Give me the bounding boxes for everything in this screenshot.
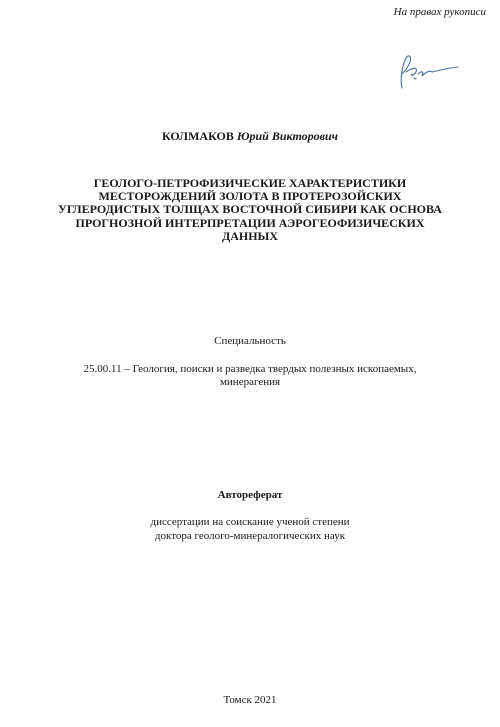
abstract-description [0, 516, 500, 543]
title-line: МЕСТОРОЖДЕНИЙ ЗОЛОТА В ПРОТЕРОЗОЙСКИХ [98, 189, 402, 204]
specialty-text [30, 363, 470, 389]
place-year: Томск 2021 [223, 694, 277, 706]
specialty-line: минерагения [219, 376, 281, 388]
author-given-names: Юрий Викторович [236, 129, 338, 143]
rights-note: На правах рукописи [393, 6, 486, 18]
abstract-line: диссертации на соискание ученой степени [150, 516, 350, 528]
dissertation-title [30, 177, 470, 243]
title-line: ПРОГНОЗНОЙ ИНТЕРПРЕТАЦИИ АЭРОГЕОФИЗИЧЕСКИХ [75, 215, 425, 230]
author-signature [392, 52, 462, 92]
abstract-line: доктора геолого-минералогических наук [154, 529, 346, 542]
abstract-label: Автореферат [217, 489, 283, 501]
title-line: ДАННЫХ [221, 228, 279, 243]
title-line: УГЛЕРОДИСТЫХ ТОЛЩАХ ВОСТОЧНОЙ СИБИРИ КАК ОСНОВА [58, 202, 442, 217]
specialty-line: 25.00.11 – Геология, поиски и разведка твердых полезных ископаемых, [83, 363, 417, 375]
author-surname: КОЛМАКОВ [162, 129, 234, 143]
author-name [0, 129, 500, 144]
title-line: ГЕОЛОГО-ПЕТРОФИЗИЧЕСКИЕ ХАРАКТЕРИСТИКИ [93, 176, 407, 190]
specialty-label: Специальность [214, 335, 286, 347]
